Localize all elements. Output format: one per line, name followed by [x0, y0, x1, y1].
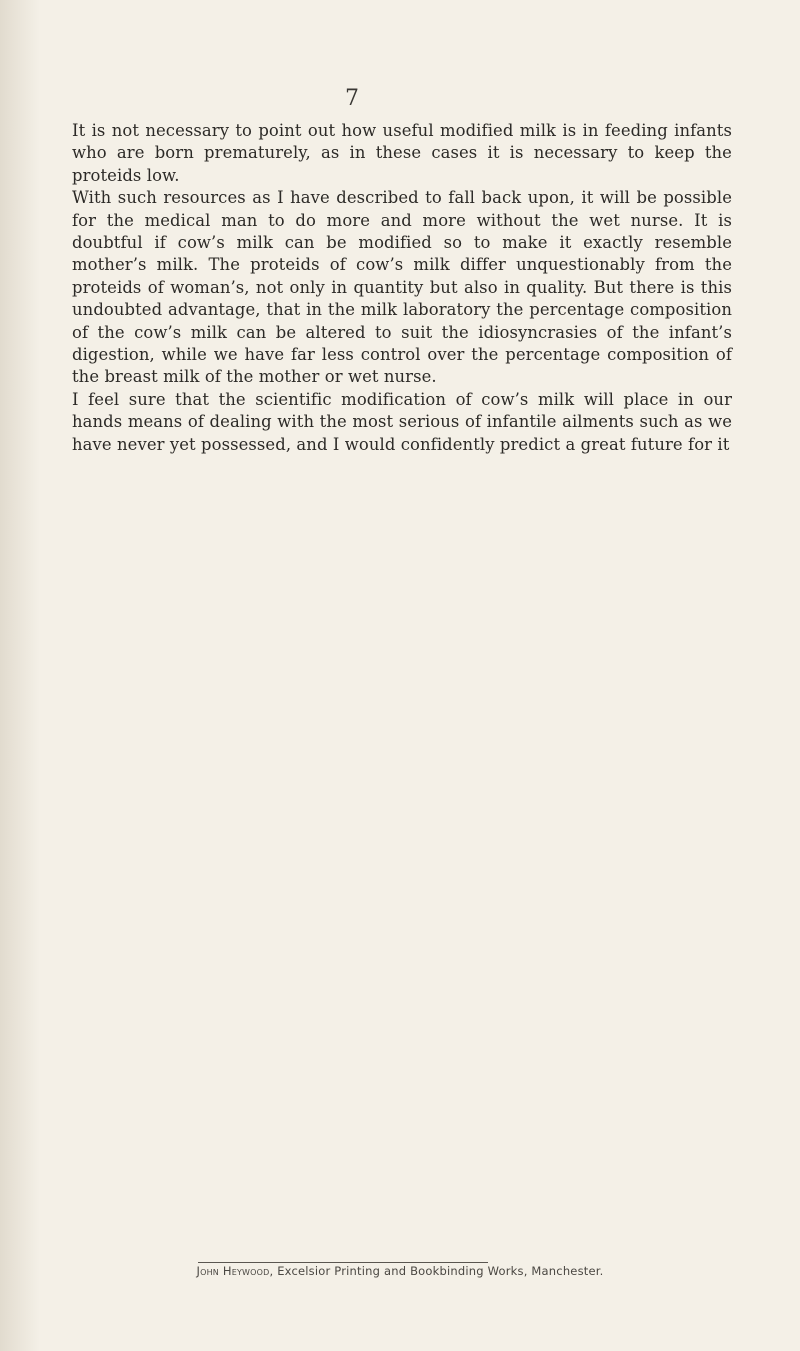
printer-imprint	[0, 1264, 800, 1278]
paragraph-scientific-modification: I feel sure that the scientific modification of cow’s milk will place in our hands means of dealing with the most serious of infantile ailments such as we have never yet possessed, and I would confidently predict a great future for it	[72, 389, 732, 454]
paragraph-premature-infants: It is not necessary to point out how useful modified milk is in feeding infants who are born prematurely, as in these cases it is necessary to keep the proteids low.	[72, 121, 732, 185]
paragraph-wet-nurse: With such resources as I have described to fall back upon, it will be possible for the medical man to do more and more without the wet nurse. It is doubtful if cow’s milk can be modified so to make it exactly resemble mother’s milk. The proteids of cow’s milk differ unquestionably from the proteids of woman’s, not only in quantity but also in quality. But there is this undoubted advantage, that in the milk laboratory the percentage composition of the cow’s milk can be altered to suit the idiosyncrasies of the infant’s digestion, while we have far less control over the percentage composition of the breast milk of the mother or wet nurse.	[72, 188, 732, 387]
body-text	[72, 120, 732, 456]
printer-name: John Heywood,	[196, 1264, 274, 1278]
printer-works: Excelsior Printing and Bookbinding Works, Manchester.	[277, 1264, 604, 1278]
footer-rule	[198, 1262, 488, 1263]
page-number: 7	[345, 86, 359, 111]
